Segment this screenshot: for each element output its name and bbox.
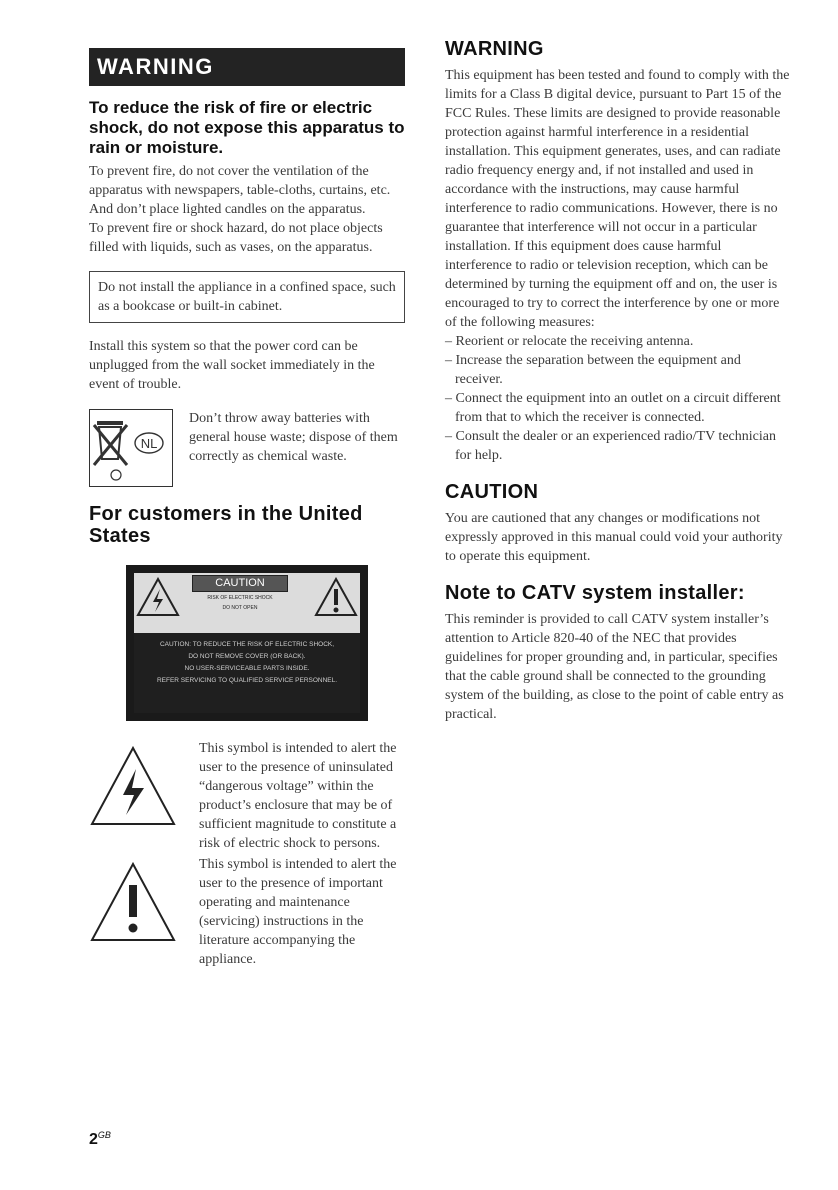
power-cord-paragraph: Install this system so that the power cord can be unplugged from the wall socket immediately in the event of trouble. — [89, 339, 375, 392]
voltage-symbol-text: This symbol is intended to alert the user to the presence of uninsulated “dangerous voltage” within the product’s enclosure that may be of sufficient magnitude to constitute a risk of electric shock to persons. — [199, 741, 397, 851]
measures-list — [445, 332, 790, 465]
caution-label-subtitle-2: DO NOT OPEN — [222, 605, 258, 611]
caution-label-wrap — [89, 565, 405, 721]
exclamation-symbol-icon — [89, 861, 177, 943]
warning-banner: WARNING — [89, 48, 405, 86]
caution-label-line-1: CAUTION: TO REDUCE THE RISK OF ELECTRIC SHOCK, — [159, 641, 335, 648]
us-customers-heading: For customers in the United States — [89, 503, 363, 547]
page-number-suffix: GB — [97, 1130, 111, 1140]
caution-label-line-3: NO USER-SERVICEABLE PARTS INSIDE. — [184, 665, 310, 672]
lightning-symbol-icon — [89, 745, 177, 827]
battery-notice — [89, 409, 405, 487]
voltage-symbol-row — [89, 739, 405, 853]
caution-paragraph: You are cautioned that any changes or modifications not expressly approved in this manual could void your authority to operate this equipment. — [445, 511, 783, 564]
confined-space-notice: Do not install the appliance in a confined space, such as a bookcase or built-in cabinet. — [89, 271, 405, 323]
battery-icon-mark: NL — [140, 436, 158, 451]
fire-paragraph: To prevent fire, do not cover the ventilation of the apparatus with newspapers, table-cloths, curtains, etc. And don’t place lighted candles on the apparatus. — [89, 164, 391, 217]
catv-heading: Note to CATV system installer: — [445, 582, 745, 604]
left-column — [89, 48, 405, 969]
lead-heading: To reduce the risk of fire or electric shock, do not expose this apparatus to rain or moisture. — [89, 98, 405, 157]
caution-label-caption — [192, 575, 288, 615]
list-item: – Consult the dealer or an experienced radio/TV technician for help. — [445, 429, 776, 463]
exclamation-triangle-icon — [314, 577, 358, 617]
list-item: – Reorient or relocate the receiving antenna. — [445, 334, 694, 349]
page-number-value: 2 — [89, 1131, 98, 1148]
caution-label-subtitle-1: RISK OF ELECTRIC SHOCK — [207, 595, 273, 601]
caution-label-title: CAUTION — [192, 575, 288, 592]
instruction-symbol-text: This symbol is intended to alert the user to the presence of important operating and maintenance (servicing) instructions in the literature accompanying the appliance. — [199, 857, 397, 967]
caution-heading: CAUTION — [445, 481, 539, 503]
shock-paragraph: To prevent fire or shock hazard, do not place objects filled with liquids, such as vases, on the apparatus. — [89, 221, 383, 255]
catv-paragraph: This reminder is provided to call CATV system installer’s attention to Article 820-40 of the NEC that provides guidelines for proper grounding and, in particular, specifies that the cable ground shall be connected to the grounding system of the building, as close to the point of cable entry as practical. — [445, 612, 784, 722]
list-item: – Connect the equipment into an outlet on a circuit different from that to which the receiver is connected. — [445, 391, 781, 425]
caution-label-text — [134, 633, 360, 713]
instruction-symbol-row — [89, 855, 405, 969]
list-item: – Increase the separation between the equipment and receiver. — [445, 353, 741, 387]
caution-label-line-4: REFER SERVICING TO QUALIFIED SERVICE PERSONNEL. — [156, 677, 338, 684]
right-column — [445, 38, 790, 724]
battery-text: Don’t throw away batteries with general house waste; dispose of them correctly as chemical waste. — [189, 411, 398, 464]
caution-label-line-2: DO NOT REMOVE COVER (OR BACK). — [188, 653, 306, 660]
crossed-bin-icon — [89, 409, 173, 487]
caution-label — [126, 565, 368, 721]
fcc-warning-paragraph: This equipment has been tested and found to comply with the limits for a Class B digital device, pursuant to Part 15 of the FCC Rules. These limits are designed to provide reasonable protection against harmful interference in a residential installation. This equipment generates, uses, and can radiate radio frequency energy and, if not installed and used in accordance with the instructions, may cause harmful interference to radio communications. However, there is no guarantee that interference will not occur in a particular installation. If this equipment does cause harmful interference to radio or television reception, which can be determined by turning the equipment off and on, the user is encouraged to try to correct the interference by one or more of the following measures: — [445, 68, 790, 330]
page-number — [89, 1130, 111, 1149]
lightning-triangle-icon — [136, 577, 180, 617]
fcc-warning-heading: WARNING — [445, 38, 544, 60]
